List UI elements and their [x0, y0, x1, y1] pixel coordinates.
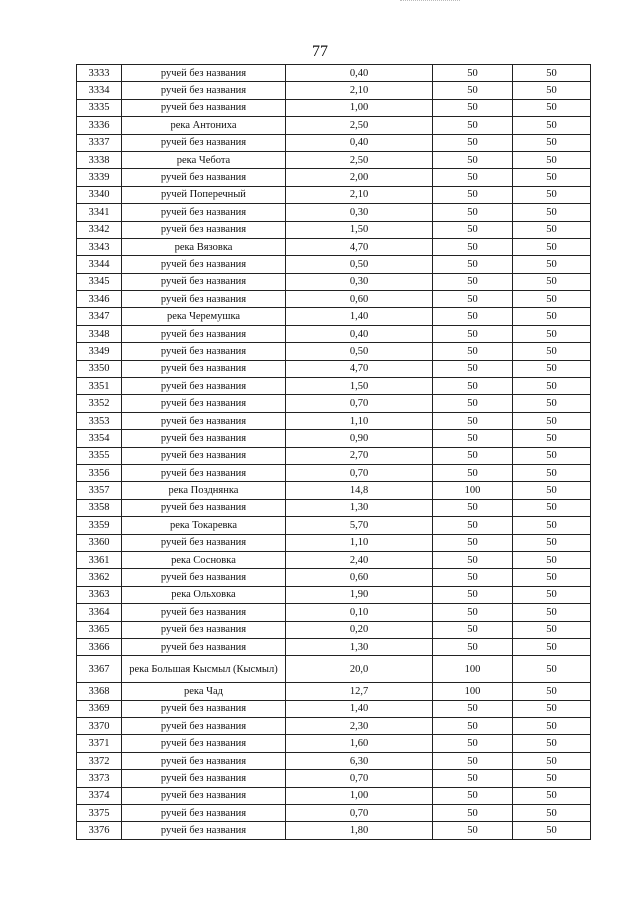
table-row	[77, 204, 591, 221]
table-row	[77, 569, 591, 586]
length-km-cell: 1,10	[286, 534, 433, 551]
zone-width-b-cell: 50	[513, 343, 591, 360]
zone-width-a-cell: 50	[433, 204, 513, 221]
zone-width-b-cell: 50	[513, 482, 591, 499]
row-number-cell: 3376	[77, 822, 122, 839]
zone-width-b-cell: 50	[513, 700, 591, 717]
zone-width-b-cell: 50	[513, 360, 591, 377]
zone-width-b-cell: 50	[513, 735, 591, 752]
row-number-cell: 3333	[77, 65, 122, 82]
length-km-cell: 4,70	[286, 360, 433, 377]
water-body-name-cell: ручей без названия	[122, 343, 286, 360]
zone-width-b-cell: 50	[513, 325, 591, 342]
length-km-cell: 1,50	[286, 221, 433, 238]
zone-width-a-cell: 50	[433, 534, 513, 551]
table-row	[77, 735, 591, 752]
zone-width-b-cell: 50	[513, 378, 591, 395]
length-km-cell: 0,70	[286, 395, 433, 412]
length-km-cell: 0,30	[286, 204, 433, 221]
table-row	[77, 517, 591, 534]
zone-width-b-cell: 50	[513, 464, 591, 481]
length-km-cell: 0,40	[286, 325, 433, 342]
zone-width-a-cell: 50	[433, 343, 513, 360]
length-km-cell: 2,10	[286, 82, 433, 99]
zone-width-a-cell: 50	[433, 430, 513, 447]
zone-width-b-cell: 50	[513, 604, 591, 621]
table-row	[77, 256, 591, 273]
row-number-cell: 3357	[77, 482, 122, 499]
length-km-cell: 2,00	[286, 169, 433, 186]
zone-width-a-cell: 50	[433, 700, 513, 717]
row-number-cell: 3345	[77, 273, 122, 290]
zone-width-a-cell: 50	[433, 499, 513, 516]
water-body-name-cell: ручей без названия	[122, 447, 286, 464]
water-body-name-cell: река Чебота	[122, 151, 286, 168]
row-number-cell: 3362	[77, 569, 122, 586]
length-km-cell: 5,70	[286, 517, 433, 534]
water-body-name-cell: ручей без названия	[122, 65, 286, 82]
table-row	[77, 752, 591, 769]
length-km-cell: 2,10	[286, 186, 433, 203]
water-body-name-cell: ручей без названия	[122, 169, 286, 186]
zone-width-a-cell: 50	[433, 638, 513, 655]
water-body-name-cell: река Вязовка	[122, 238, 286, 255]
zone-width-b-cell: 50	[513, 221, 591, 238]
zone-width-a-cell: 50	[433, 273, 513, 290]
zone-width-b-cell: 50	[513, 586, 591, 603]
length-km-cell: 0,90	[286, 430, 433, 447]
row-number-cell: 3348	[77, 325, 122, 342]
water-body-name-cell: река Чад	[122, 683, 286, 700]
table-row	[77, 360, 591, 377]
water-body-name-cell: ручей Поперечный	[122, 186, 286, 203]
row-number-cell: 3349	[77, 343, 122, 360]
zone-width-b-cell: 50	[513, 65, 591, 82]
row-number-cell: 3364	[77, 604, 122, 621]
table-row	[77, 99, 591, 116]
water-body-name-cell: ручей без названия	[122, 412, 286, 429]
water-body-name-cell: ручей без названия	[122, 99, 286, 116]
zone-width-a-cell: 50	[433, 604, 513, 621]
water-body-name-cell: ручей без названия	[122, 291, 286, 308]
zone-width-b-cell: 50	[513, 99, 591, 116]
water-body-name-cell: ручей без названия	[122, 718, 286, 735]
row-number-cell: 3373	[77, 770, 122, 787]
zone-width-a-cell: 50	[433, 238, 513, 255]
water-body-name-cell: ручей без названия	[122, 204, 286, 221]
zone-width-a-cell: 50	[433, 718, 513, 735]
zone-width-a-cell: 50	[433, 770, 513, 787]
zone-width-a-cell: 50	[433, 186, 513, 203]
length-km-cell: 0,10	[286, 604, 433, 621]
row-number-cell: 3336	[77, 117, 122, 134]
table-row	[77, 604, 591, 621]
table-row	[77, 291, 591, 308]
length-km-cell: 0,30	[286, 273, 433, 290]
length-km-cell: 0,60	[286, 569, 433, 586]
row-number-cell: 3368	[77, 683, 122, 700]
row-number-cell: 3341	[77, 204, 122, 221]
zone-width-b-cell: 50	[513, 430, 591, 447]
row-number-cell: 3369	[77, 700, 122, 717]
table-row	[77, 534, 591, 551]
zone-width-a-cell: 50	[433, 621, 513, 638]
row-number-cell: 3366	[77, 638, 122, 655]
zone-width-a-cell: 50	[433, 169, 513, 186]
water-body-name-cell: ручей без названия	[122, 395, 286, 412]
table-row	[77, 718, 591, 735]
water-body-name-cell: река Антониха	[122, 117, 286, 134]
zone-width-b-cell: 50	[513, 638, 591, 655]
water-body-name-cell: ручей без названия	[122, 805, 286, 822]
water-body-name-cell: река Токаревка	[122, 517, 286, 534]
zone-width-b-cell: 50	[513, 656, 591, 683]
length-km-cell: 0,60	[286, 291, 433, 308]
length-km-cell: 0,70	[286, 464, 433, 481]
row-number-cell: 3375	[77, 805, 122, 822]
table-row	[77, 430, 591, 447]
row-number-cell: 3359	[77, 517, 122, 534]
zone-width-b-cell: 50	[513, 238, 591, 255]
water-body-name-cell: река Большая Кысмыл (Кысмыл)	[122, 656, 286, 683]
zone-width-a-cell: 50	[433, 82, 513, 99]
table-row	[77, 805, 591, 822]
zone-width-b-cell: 50	[513, 621, 591, 638]
water-body-name-cell: ручей без названия	[122, 273, 286, 290]
length-km-cell: 14,8	[286, 482, 433, 499]
table-row	[77, 586, 591, 603]
zone-width-a-cell: 50	[433, 134, 513, 151]
zone-width-a-cell: 50	[433, 99, 513, 116]
zone-width-a-cell: 50	[433, 308, 513, 325]
row-number-cell: 3367	[77, 656, 122, 683]
row-number-cell: 3354	[77, 430, 122, 447]
row-number-cell: 3352	[77, 395, 122, 412]
length-km-cell: 1,40	[286, 700, 433, 717]
row-number-cell: 3370	[77, 718, 122, 735]
zone-width-b-cell: 50	[513, 169, 591, 186]
row-number-cell: 3374	[77, 787, 122, 804]
length-km-cell: 2,50	[286, 151, 433, 168]
page-number: 77	[312, 43, 328, 60]
row-number-cell: 3338	[77, 151, 122, 168]
zone-width-a-cell: 50	[433, 291, 513, 308]
row-number-cell: 3347	[77, 308, 122, 325]
table-row	[77, 343, 591, 360]
water-body-name-cell: ручей без названия	[122, 221, 286, 238]
water-body-name-cell: ручей без названия	[122, 325, 286, 342]
zone-width-b-cell: 50	[513, 151, 591, 168]
zone-width-a-cell: 50	[433, 256, 513, 273]
row-number-cell: 3344	[77, 256, 122, 273]
row-number-cell: 3353	[77, 412, 122, 429]
table-row	[77, 117, 591, 134]
zone-width-b-cell: 50	[513, 82, 591, 99]
zone-width-a-cell: 50	[433, 395, 513, 412]
row-number-cell: 3334	[77, 82, 122, 99]
table-row	[77, 499, 591, 516]
length-km-cell: 1,30	[286, 638, 433, 655]
zone-width-a-cell: 50	[433, 517, 513, 534]
zone-width-b-cell: 50	[513, 395, 591, 412]
zone-width-b-cell: 50	[513, 683, 591, 700]
zone-width-b-cell: 50	[513, 134, 591, 151]
zone-width-b-cell: 50	[513, 447, 591, 464]
water-body-name-cell: ручей без названия	[122, 82, 286, 99]
table-row	[77, 464, 591, 481]
table-row	[77, 683, 591, 700]
row-number-cell: 3363	[77, 586, 122, 603]
row-number-cell: 3340	[77, 186, 122, 203]
row-number-cell: 3358	[77, 499, 122, 516]
length-km-cell: 1,90	[286, 586, 433, 603]
water-body-name-cell: ручей без названия	[122, 604, 286, 621]
zone-width-b-cell: 50	[513, 770, 591, 787]
row-number-cell: 3372	[77, 752, 122, 769]
zone-width-a-cell: 50	[433, 752, 513, 769]
table-row	[77, 169, 591, 186]
table-row	[77, 447, 591, 464]
row-number-cell: 3365	[77, 621, 122, 638]
zone-width-a-cell: 50	[433, 735, 513, 752]
water-body-name-cell: ручей без названия	[122, 134, 286, 151]
length-km-cell: 1,30	[286, 499, 433, 516]
length-km-cell: 1,80	[286, 822, 433, 839]
zone-width-b-cell: 50	[513, 499, 591, 516]
water-body-name-cell: ручей без названия	[122, 569, 286, 586]
row-number-cell: 3337	[77, 134, 122, 151]
water-body-name-cell: ручей без названия	[122, 787, 286, 804]
table-row	[77, 621, 591, 638]
table-row	[77, 134, 591, 151]
zone-width-b-cell: 50	[513, 752, 591, 769]
water-body-name-cell: река Черемушка	[122, 308, 286, 325]
zone-width-a-cell: 50	[433, 360, 513, 377]
row-number-cell: 3360	[77, 534, 122, 551]
length-km-cell: 0,50	[286, 343, 433, 360]
zone-width-a-cell: 50	[433, 787, 513, 804]
length-km-cell: 20,0	[286, 656, 433, 683]
zone-width-b-cell: 50	[513, 718, 591, 735]
water-body-name-cell: ручей без названия	[122, 638, 286, 655]
table-row	[77, 412, 591, 429]
length-km-cell: 0,20	[286, 621, 433, 638]
zone-width-a-cell: 100	[433, 482, 513, 499]
table-row	[77, 822, 591, 839]
length-km-cell: 0,40	[286, 134, 433, 151]
water-body-name-cell: река Позднянка	[122, 482, 286, 499]
water-body-name-cell: ручей без названия	[122, 464, 286, 481]
water-body-name-cell: ручей без названия	[122, 735, 286, 752]
length-km-cell: 1,60	[286, 735, 433, 752]
row-number-cell: 3355	[77, 447, 122, 464]
zone-width-a-cell: 50	[433, 569, 513, 586]
row-number-cell: 3361	[77, 551, 122, 568]
zone-width-a-cell: 50	[433, 464, 513, 481]
table-row	[77, 638, 591, 655]
zone-width-a-cell: 50	[433, 221, 513, 238]
zone-width-b-cell: 50	[513, 117, 591, 134]
length-km-cell: 2,30	[286, 718, 433, 735]
zone-width-b-cell: 50	[513, 273, 591, 290]
zone-width-b-cell: 50	[513, 569, 591, 586]
table-row	[77, 308, 591, 325]
table-row	[77, 151, 591, 168]
zone-width-a-cell: 50	[433, 822, 513, 839]
water-body-name-cell: ручей без названия	[122, 822, 286, 839]
zone-width-a-cell: 100	[433, 656, 513, 683]
zone-width-b-cell: 50	[513, 256, 591, 273]
row-number-cell: 3356	[77, 464, 122, 481]
length-km-cell: 2,50	[286, 117, 433, 134]
water-body-name-cell: ручей без названия	[122, 700, 286, 717]
water-body-name-cell: река Сосновка	[122, 551, 286, 568]
water-body-name-cell: ручей без названия	[122, 534, 286, 551]
table-row	[77, 656, 591, 683]
zone-width-a-cell: 50	[433, 447, 513, 464]
table-row	[77, 770, 591, 787]
zone-width-b-cell: 50	[513, 186, 591, 203]
length-km-cell: 6,30	[286, 752, 433, 769]
zone-width-a-cell: 50	[433, 65, 513, 82]
table-row	[77, 482, 591, 499]
zone-width-a-cell: 50	[433, 412, 513, 429]
table-row	[77, 551, 591, 568]
water-body-name-cell: ручей без названия	[122, 499, 286, 516]
zone-width-b-cell: 50	[513, 787, 591, 804]
length-km-cell: 12,7	[286, 683, 433, 700]
zone-width-b-cell: 50	[513, 308, 591, 325]
length-km-cell: 1,10	[286, 412, 433, 429]
length-km-cell: 0,70	[286, 805, 433, 822]
zone-width-b-cell: 50	[513, 822, 591, 839]
table-row	[77, 186, 591, 203]
scan-artifact	[400, 0, 460, 3]
zone-width-a-cell: 50	[433, 378, 513, 395]
table-row	[77, 700, 591, 717]
table-body	[77, 65, 591, 840]
table-row	[77, 325, 591, 342]
zone-width-a-cell: 100	[433, 683, 513, 700]
water-body-name-cell: ручей без названия	[122, 770, 286, 787]
length-km-cell: 1,00	[286, 99, 433, 116]
zone-width-a-cell: 50	[433, 151, 513, 168]
table-row	[77, 395, 591, 412]
zone-width-a-cell: 50	[433, 586, 513, 603]
zone-width-a-cell: 50	[433, 805, 513, 822]
water-body-name-cell: ручей без названия	[122, 621, 286, 638]
zone-width-a-cell: 50	[433, 551, 513, 568]
zone-width-b-cell: 50	[513, 412, 591, 429]
water-body-name-cell: ручей без названия	[122, 430, 286, 447]
length-km-cell: 2,40	[286, 551, 433, 568]
row-number-cell: 3346	[77, 291, 122, 308]
zone-width-b-cell: 50	[513, 517, 591, 534]
zone-width-b-cell: 50	[513, 291, 591, 308]
zone-width-b-cell: 50	[513, 551, 591, 568]
water-bodies-table	[76, 64, 591, 840]
row-number-cell: 3339	[77, 169, 122, 186]
zone-width-b-cell: 50	[513, 805, 591, 822]
water-body-name-cell: река Ольховка	[122, 586, 286, 603]
table-row	[77, 82, 591, 99]
zone-width-a-cell: 50	[433, 117, 513, 134]
length-km-cell: 4,70	[286, 238, 433, 255]
table-row	[77, 221, 591, 238]
zone-width-a-cell: 50	[433, 325, 513, 342]
table-row	[77, 273, 591, 290]
row-number-cell: 3351	[77, 378, 122, 395]
zone-width-b-cell: 50	[513, 204, 591, 221]
table-row	[77, 787, 591, 804]
length-km-cell: 0,40	[286, 65, 433, 82]
row-number-cell: 3343	[77, 238, 122, 255]
table-row	[77, 378, 591, 395]
row-number-cell: 3335	[77, 99, 122, 116]
water-body-name-cell: ручей без названия	[122, 752, 286, 769]
length-km-cell: 1,40	[286, 308, 433, 325]
row-number-cell: 3350	[77, 360, 122, 377]
table-row	[77, 238, 591, 255]
length-km-cell: 1,00	[286, 787, 433, 804]
row-number-cell: 3371	[77, 735, 122, 752]
length-km-cell: 1,50	[286, 378, 433, 395]
table-row	[77, 65, 591, 82]
row-number-cell: 3342	[77, 221, 122, 238]
water-body-name-cell: ручей без названия	[122, 256, 286, 273]
zone-width-b-cell: 50	[513, 534, 591, 551]
length-km-cell: 2,70	[286, 447, 433, 464]
water-body-name-cell: ручей без названия	[122, 360, 286, 377]
length-km-cell: 0,50	[286, 256, 433, 273]
length-km-cell: 0,70	[286, 770, 433, 787]
water-body-name-cell: ручей без названия	[122, 378, 286, 395]
